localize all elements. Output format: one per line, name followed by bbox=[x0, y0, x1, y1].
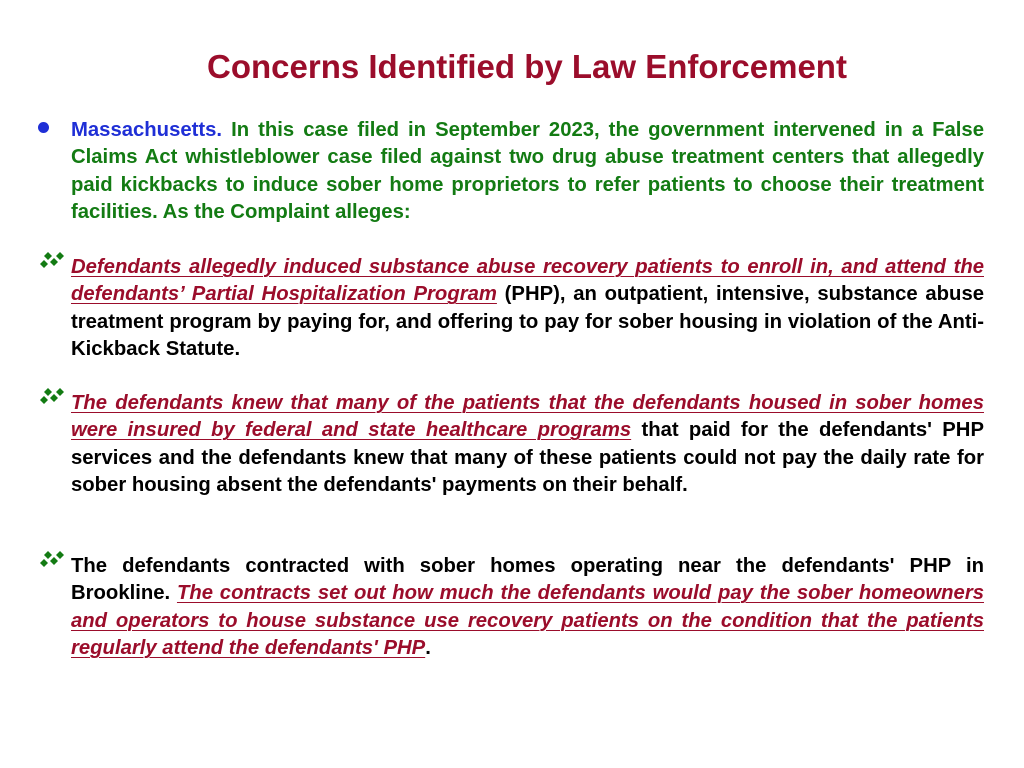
point-3 bbox=[71, 553, 984, 662]
point-2-emphasis: The defendants knew that many of the patients that the defendants housed in sober homes were insured by federal and state healthcare programs bbox=[71, 392, 984, 442]
four-diamond-bullet-icon bbox=[40, 386, 70, 410]
intro-text: In this case filed in September 2023, the government intervened in a False Claims Act whistleblower case filed against two drug abuse treatment centers that allegedly paid kickbacks to induce sober home proprietors to refer patients to choose their treatment facilities. As the Complaint alleges: bbox=[71, 119, 984, 223]
state-label: Massachusetts. bbox=[71, 119, 223, 141]
point-1 bbox=[71, 254, 984, 363]
point-1-emphasis: Defendants allegedly induced substance abuse recovery patients to enroll in, and attend the defendants’ Partial Hospitalization Program bbox=[71, 256, 984, 306]
round-bullet-icon bbox=[38, 122, 49, 133]
point-3-lead: The defendants contracted with sober homes operating near the defendants' PHP in Brookline. bbox=[71, 555, 984, 605]
point-2-text: that paid for the defendants' PHP services and the defendants knew that many of these patients could not pay the daily rate for sober housing absent the defendants' payments on their behalf. bbox=[71, 419, 984, 496]
point-2 bbox=[71, 390, 984, 499]
intro-paragraph bbox=[71, 117, 984, 226]
point-3-emphasis: The contracts set out how much the defendants would pay the sober homeowners and operators to house substance use recovery patients on the condition that the patients regularly attend the defendants' PHP bbox=[71, 582, 984, 659]
point-3-tail: . bbox=[425, 636, 431, 659]
page-title: Concerns Identified by Law Enforcement bbox=[207, 48, 847, 85]
four-diamond-bullet-icon bbox=[40, 250, 70, 274]
point-1-text: (PHP), an outpatient, intensive, substance abuse treatment program by paying for, and offering to pay for sober housing in violation of the Anti-Kickback Statute. bbox=[71, 283, 984, 360]
four-diamond-bullet-icon bbox=[40, 549, 70, 573]
